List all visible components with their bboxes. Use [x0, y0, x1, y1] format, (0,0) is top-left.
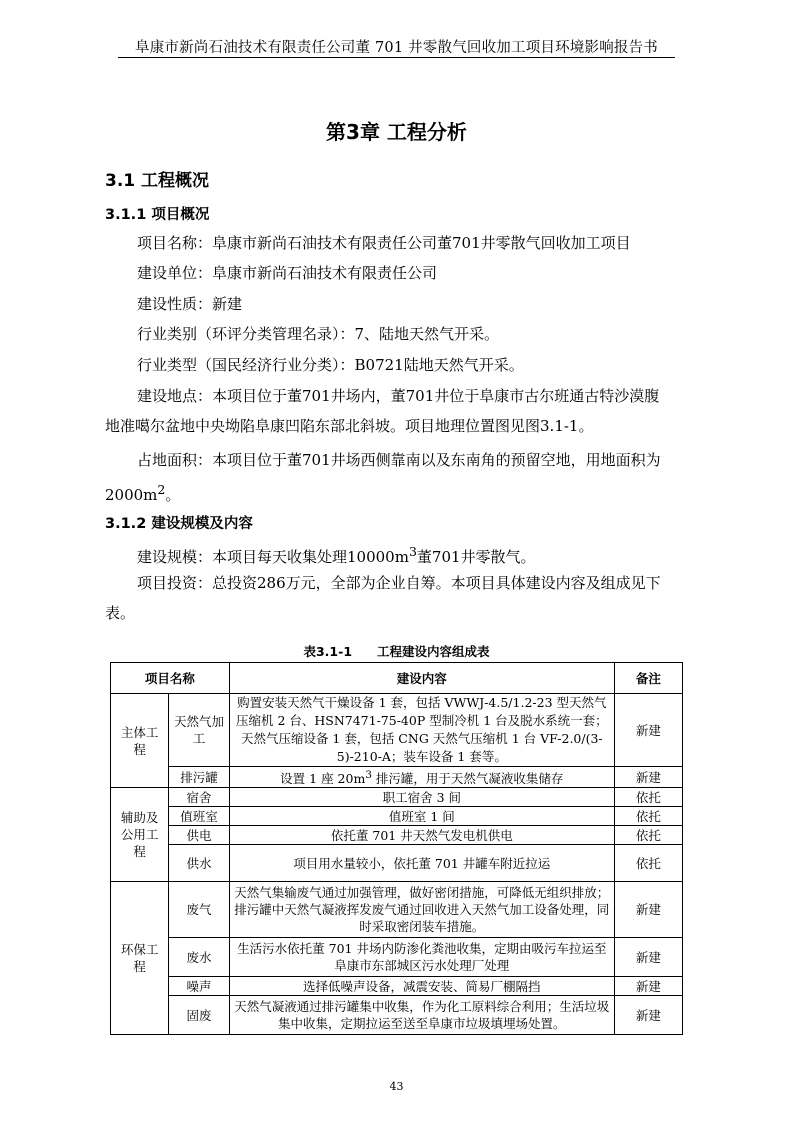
table-row — [111, 767, 683, 788]
row-name: 固废 — [169, 996, 230, 1035]
row-content: 依托董 701 井天然气发电机供电 — [229, 826, 614, 845]
industry-category-line — [105, 319, 693, 349]
header-rule — [118, 57, 675, 58]
table-row — [111, 938, 683, 977]
row-note: 依托 — [614, 845, 682, 882]
nature-text: 建设性质：新建 — [137, 295, 243, 313]
table-row — [111, 977, 683, 996]
table-row — [111, 882, 683, 938]
subsection-title-overview: 3.1.1 项目概况 — [105, 207, 210, 223]
row-name: 天然气加工 — [169, 694, 230, 767]
row-note: 新建 — [614, 882, 682, 938]
industry-type-text: 行业类型（国民经济行业分类）：B0721陆地天然气开采。 — [137, 356, 524, 374]
group-main: 主体工程 — [111, 694, 169, 788]
area-value: 2000m — [105, 486, 158, 504]
area-text-1: 占地面积：本项目位于董701井场西侧靠南以及东南角的预留空地，用地面积为 — [137, 451, 661, 469]
subsection-title-scale: 3.1.2 建设规模及内容 — [105, 516, 253, 532]
group-aux: 辅助及公用工程 — [111, 788, 169, 882]
row-name: 供水 — [169, 845, 230, 882]
drain-content-text: 设置 1 座 20m — [280, 771, 366, 787]
row-name: 宿舍 — [169, 788, 230, 807]
row-name: 供电 — [169, 826, 230, 845]
page-number: 43 — [389, 1080, 404, 1093]
drain-content-text-end: 排污罐，用于天然气凝液收集储存 — [371, 771, 564, 787]
investment-text-2: 表。 — [105, 604, 136, 622]
row-note: 新建 — [614, 694, 682, 767]
row-content: 天然气集输废气通过加强管理，做好密闭措施，可降低无组织排放；排污罐中天然气凝液挥发废气通过回收进入天然气加工设备处理，同时采取密闭装车措施。 — [229, 882, 614, 938]
row-content: 购置安装天然气干燥设备 1 套，包括 VWWJ-4.5/1.2-23 型天然气压缩机 2 台、HSN7471-75-40P 型制冷机 1 台及脱水系统一套； 天然气压缩设备 1 套，包括 CNG 天然气压缩机 1 台 VF-2.0/(3-5)-210-A；装车设备 1 套等。 — [229, 694, 614, 767]
scale-text-end: 董701井零散气。 — [416, 548, 536, 566]
row-name: 废水 — [169, 938, 230, 977]
table-row — [111, 996, 683, 1035]
row-content: 职工宿舍 3 间 — [229, 788, 614, 807]
row-content — [229, 767, 614, 788]
scale-superscript: 3 — [408, 544, 417, 559]
row-name: 噪声 — [169, 977, 230, 996]
investment-paragraph — [105, 568, 693, 628]
row-name: 值班室 — [169, 807, 230, 826]
table-row — [111, 694, 683, 767]
row-name: 排污罐 — [169, 767, 230, 788]
project-name-line — [105, 228, 693, 258]
group-env: 环保工程 — [111, 882, 169, 1035]
row-note: 依托 — [614, 788, 682, 807]
row-name: 废气 — [169, 882, 230, 938]
header-project-name: 项目名称 — [111, 663, 230, 694]
scale-line — [105, 537, 693, 572]
nature-line — [105, 289, 693, 319]
area-unit-superscript: 2 — [157, 482, 166, 497]
industry-category-text: 行业类别（环评分类管理名录）：7、陆地天然气开采。 — [137, 325, 500, 343]
table-row — [111, 788, 683, 807]
table-row — [111, 826, 683, 845]
row-content: 项目用水量较小，依托董 701 井罐车附近拉运 — [229, 845, 614, 882]
table-caption: 表3.1-1 工程建设内容组成表 — [303, 644, 490, 659]
row-note: 依托 — [614, 826, 682, 845]
row-note: 新建 — [614, 977, 682, 996]
chapter-title: 第3章 工程分析 — [326, 120, 467, 144]
builder-text: 建设单位：阜康市新尚石油技术有限责任公司 — [137, 264, 438, 282]
area-paragraph — [105, 445, 693, 510]
table-header-row — [111, 663, 683, 694]
project-name-text: 项目名称：阜康市新尚石油技术有限责任公司董701井零散气回收加工项目 — [137, 234, 631, 252]
section-title: 3.1 工程概况 — [105, 171, 210, 191]
table-row — [111, 845, 683, 882]
builder-line — [105, 258, 693, 288]
construction-table — [110, 662, 683, 1035]
location-text-2: 地准噶尔盆地中央坳陷阜康凹陷东部北斜坡。项目地理位置图见图3.1-1。 — [105, 417, 594, 435]
scale-text: 建设规模：本项目每天收集处理10000m — [137, 548, 409, 566]
row-content: 生活污水依托董 701 井场内防渗化粪池收集，定期由吸污车拉运至阜康市东部城区污水处理厂处理 — [229, 938, 614, 977]
row-content: 天然气凝液通过排污罐集中收集，作为化工原料综合利用；生活垃圾集中收集，定期拉运至送至阜康市垃圾填埋场处置。 — [229, 996, 614, 1035]
row-note: 新建 — [614, 938, 682, 977]
row-content: 选择低噪声设备，减震安装、简易厂棚隔挡 — [229, 977, 614, 996]
row-note: 新建 — [614, 996, 682, 1035]
row-note: 新建 — [614, 767, 682, 788]
location-paragraph — [105, 381, 693, 441]
header-note: 备注 — [614, 663, 682, 694]
location-text-1: 建设地点：本项目位于董701井场内，董701井位于阜康市古尔班通古特沙漠腹 — [137, 387, 660, 405]
industry-type-line — [105, 350, 693, 380]
running-header: 阜康市新尚石油技术有限责任公司董 701 井零散气回收加工项目环境影响报告书 — [135, 40, 658, 56]
header-content: 建设内容 — [229, 663, 614, 694]
investment-text-1: 项目投资：总投资286万元，全部为企业自筹。本项目具体建设内容及组成见下 — [137, 574, 661, 592]
row-content: 值班室 1 间 — [229, 807, 614, 826]
area-end: 。 — [165, 486, 181, 504]
table-row — [111, 807, 683, 826]
row-note: 依托 — [614, 807, 682, 826]
drain-content-superscript: 3 — [365, 769, 372, 781]
